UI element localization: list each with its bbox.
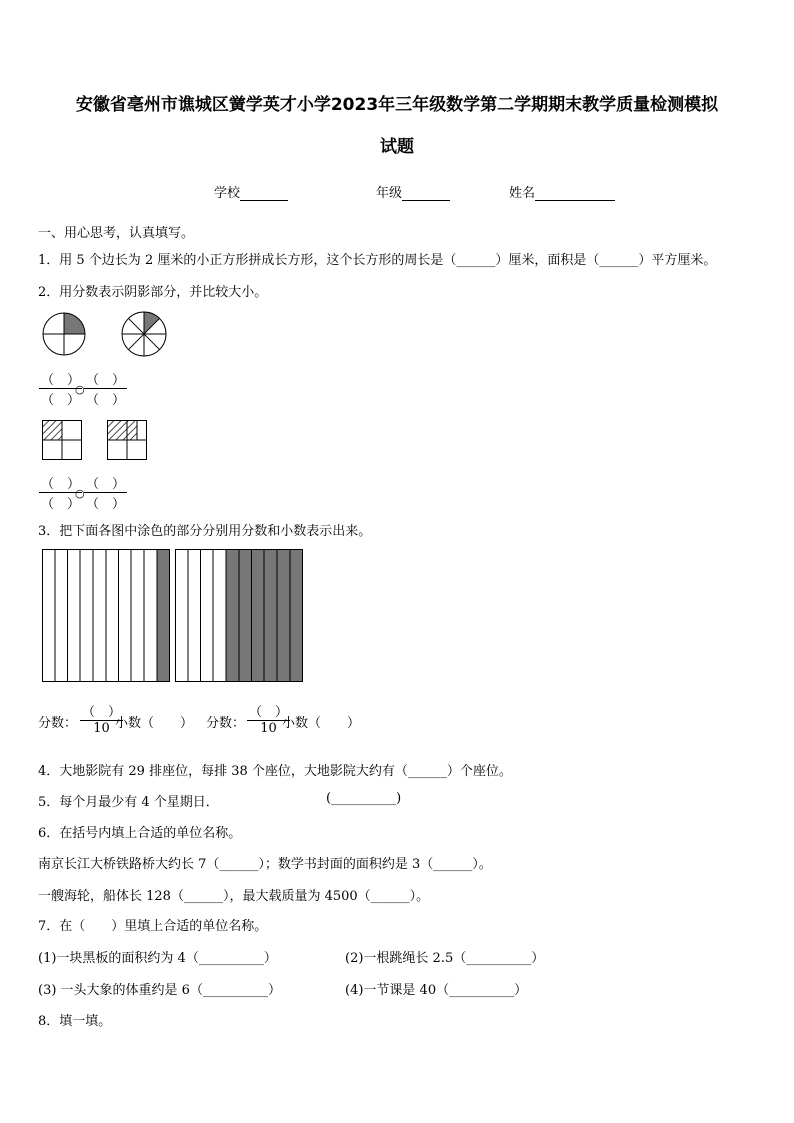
question-7: 7．在（ ）里填上合适的单位名称。 bbox=[38, 919, 268, 934]
fraction-label: 分数： bbox=[206, 716, 246, 731]
school-label: 学校 bbox=[214, 186, 241, 201]
name-field bbox=[509, 182, 615, 201]
strip-bar-figure-2 bbox=[175, 549, 303, 682]
square-quarters-figure bbox=[42, 420, 82, 460]
question-5: 5．每个月最少有 4 个星期日． bbox=[38, 795, 219, 810]
decimal-answer-1[interactable]: 小数（ ） bbox=[115, 716, 194, 731]
page-title: 安徽省亳州市谯城区黉学英才小学2023年三年级数学第二学期期末教学质量检测模拟 bbox=[75, 95, 719, 115]
school-blank[interactable] bbox=[240, 186, 288, 201]
fraction-blank[interactable]: （ ） （ ） bbox=[39, 369, 82, 408]
school-field bbox=[214, 182, 288, 201]
compare-circle[interactable]: ○ bbox=[75, 487, 85, 500]
question-1: 1．用 5 个边长为 2 厘米的小正方形拼成长方形，这个长方形的周长是（______）厘米，面积是（______）平方厘米。 bbox=[38, 253, 717, 268]
question-4: 4．大地影院有 29 排座位，每排 38 个座位，大地影院大约有（______）个座位。 bbox=[38, 764, 512, 779]
fraction-blank[interactable]: （ ） （ ） bbox=[84, 473, 127, 512]
question-7-item-4: (4)一节课是 40（__________） bbox=[345, 983, 528, 998]
question-6-line-1: 南京长江大桥铁路桥大约长 7（______）；数学书封面的面积约是 3（______）。 bbox=[38, 857, 492, 872]
question-8: 8．填一填。 bbox=[38, 1014, 112, 1029]
name-label: 姓名 bbox=[509, 186, 536, 201]
fraction-blank[interactable]: （ ） （ ） bbox=[39, 473, 82, 512]
section-heading: 一、用心思考，认真填写。 bbox=[38, 226, 195, 241]
fraction-label: 分数： bbox=[38, 716, 78, 731]
question-5-blank[interactable]: (__________) bbox=[326, 791, 402, 806]
decimal-answer-2[interactable]: 小数（ ） bbox=[282, 716, 361, 731]
question-3: 3．把下面各图中涂色的部分分别用分数和小数表示出来。 bbox=[38, 524, 372, 539]
grade-field bbox=[376, 182, 450, 201]
square-eighths-figure bbox=[107, 420, 147, 460]
page-title-continued: 试题 bbox=[380, 137, 414, 157]
circle-eighths-figure bbox=[121, 311, 167, 357]
compare-circle[interactable]: ○ bbox=[75, 383, 85, 396]
question-7-item-1: (1)一块黑板的面积约为 4（__________） bbox=[38, 951, 277, 966]
fraction-answer-1[interactable]: （ ） 10 bbox=[80, 701, 123, 736]
question-6-line-2: 一艘海轮，船体长 128（______），最大载质量为 4500（______）。 bbox=[38, 889, 430, 904]
grade-label: 年级 bbox=[376, 186, 403, 201]
question-7-item-3: (3) 一头大象的体重约是 6（__________） bbox=[38, 983, 281, 998]
question-2: 2．用分数表示阴影部分，并比较大小。 bbox=[38, 285, 268, 300]
question-6: 6．在括号内填上合适的单位名称。 bbox=[38, 826, 242, 841]
grade-blank[interactable] bbox=[402, 186, 450, 201]
circle-quarters-figure bbox=[42, 312, 86, 356]
strip-bar-figure-1 bbox=[42, 549, 170, 682]
fraction-blank[interactable]: （ ） （ ） bbox=[84, 369, 127, 408]
fraction-answer-2[interactable]: （ ） 10 bbox=[247, 701, 290, 736]
question-7-item-2: (2)一根跳绳长 2.5（__________） bbox=[345, 951, 545, 966]
name-blank[interactable] bbox=[535, 186, 615, 201]
